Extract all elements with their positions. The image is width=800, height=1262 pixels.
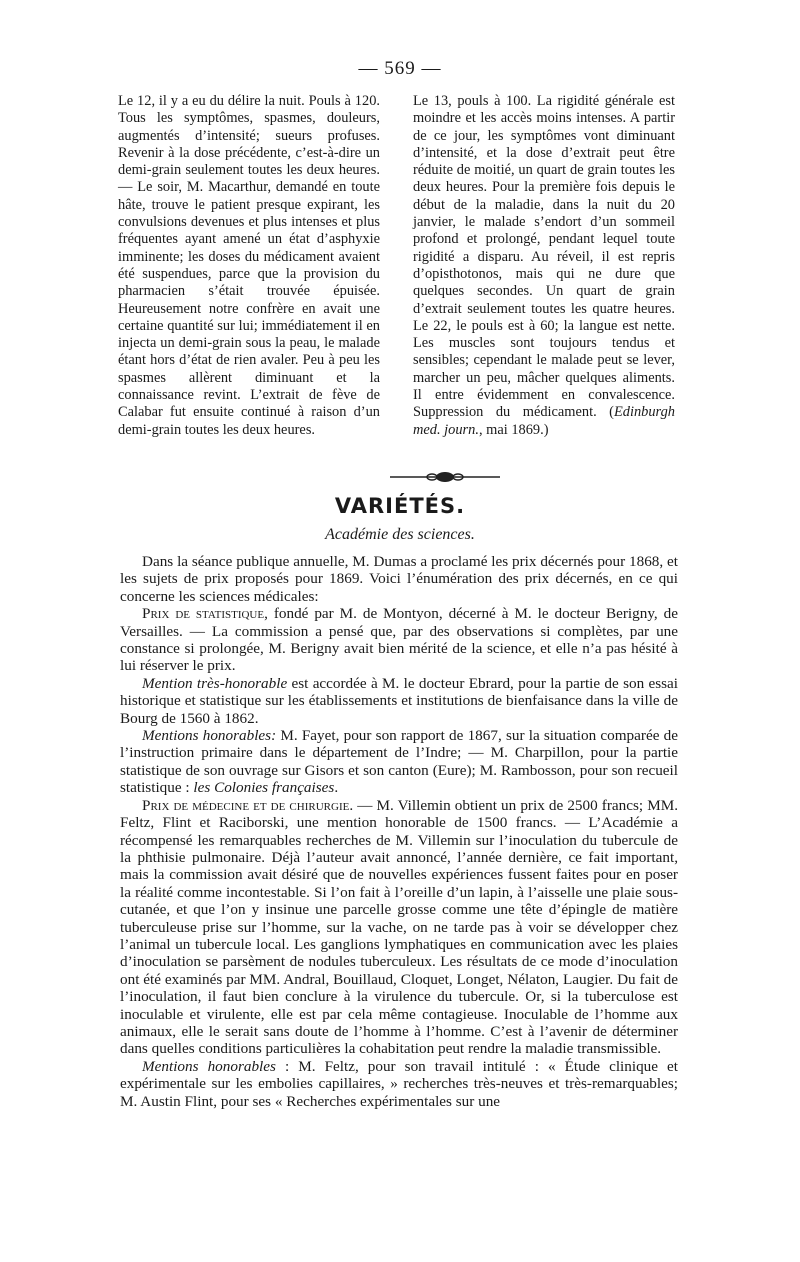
section-title: VARIÉTÉS.: [334, 494, 466, 518]
source-date: , mai 1869.): [478, 421, 549, 438]
honorable-mentions-end: .: [334, 779, 339, 797]
left-column: [118, 93, 380, 439]
honorable-mentions-heading: Mentions honorables:: [142, 727, 277, 745]
very-honorable-text: est accordée à M. le docteur Ebrard, pour la partie de son essai historique et statistique sur les établissements et institutions de bienfaisance dans la ville de Bourg de 1560 à 1862.: [120, 674, 679, 727]
paragraph-medicine-prize: [120, 797, 678, 1058]
medicine-prize-heading: Prix de médecine et de chirurgie: [142, 796, 350, 814]
paragraph-intro: Dans la séance publique annuelle, M. Dumas a proclamé les prix décernés pour 1868, et les sujets de prix proposés pour 1869. Voici l’énumération des prix décernés, en ce qui concerne les sciences médicales:: [120, 553, 678, 605]
ornament-divider: [390, 470, 500, 484]
paragraph-honorable-mentions-2: [120, 1058, 678, 1110]
colonies-title: les Colonies françaises: [193, 779, 335, 797]
right-column-body: Le 13, pouls à 100. La rigidité générale est moindre et les accès moins intenses. A partir de ce jour, les symptômes vont diminuant d’intensité, et la dose d’extrait peut être réduite de moitié, un quart de grain toutes les deux heures. Pour la première fois depuis le début de la maladie, dans la nuit du 20 janvier, le malade s’endort d’un sommeil profond et prolongé, pendant lequel toute rigidité a disparu. Au réveil, il est repris d’opisthotonos, mais qui ne dure que quelques secondes. Un quart de grain d’extrait seulement toutes les quatre heures. Le 22, le pouls est à 60; la langue est nette. Les muscles sont toujours tendus et sensibles; cependant le malade peut se lever, marcher un peu, mâcher quelques aliments. Il entre évidemment en convalescence. Suppression du médicament. (: [413, 93, 675, 421]
honorable-mentions-text: M. Fayet, pour son rapport de 1867, sur la situation comparée de l’instruction primaire dans le département de l’Indre; — M. Charpillon, pour la partie statistique de son ouvrage sur Gisors et son canton (Eure); M. Rambosson, pour son recueil statistique :: [120, 727, 678, 797]
honorable-mentions-2-text: : M. Feltz, pour son travail intitulé : « Étude clinique et expérimentale sur les embolies capillaires, » recherches très-neuves et très-remarquables; M. Austin Flint, pour ses « Recherches expérimentales sur une: [120, 1057, 679, 1110]
source-citation: Edinburgh med. journ.: [413, 404, 675, 438]
statistics-prize-text: , fondé par M. de Montyon, décerné à M. le docteur Berigny, de Versailles. — La commission a pensé que, par des observations si complètes, par une constance si prolongée, M. Berigny avait bien mérité de la science, et elle n’a pas hésité à lui réserver le prix.: [120, 605, 678, 675]
paragraph-statistics-prize: [120, 605, 678, 675]
medicine-prize-text: . — M. Villemin obtient un prix de 2500 francs; MM. Feltz, Flint et Raciborski, une mention honorable de 1500 francs. — L’Académie a récompensé les remarquables recherches de M. Villemin sur l’inoculation du tubercule de la phthisie pulmonaire. Déjà l’auteur avait annoncé, l’année dernière, ce fait important, mais la commission avait désiré que de nouvelles expériences fussent faites pour en poser la réalité comme incontestable. Si l’on fait à l’oreille d’un lapin, à l’aisselle une plaie sous-cutanée, et que l’on y insinue une parcelle grosse comme une tête d’épingle de matière tuberculeuse prise sur l’homme, sur la vache, on ne tarde pas à voir se développer chez l’animal un tubercule local. Les ganglions lymphatiques en communication avec les plaies d’inoculation se parsèment de nodules tuberculeux. Les résultats de ce mode d’inoculation ont été examinés par MM. Andral, Bouillaud, Cloquet, Longet, Nélaton, Laugier. Du fait de l’inoculation, il faut bien conclure à la virulence du tubercule. Or, si la tuberculose est inoculable et virulente, elle est par cela même contagieuse. Inoculable de l’homme aux animaux, elle le serait sans doute de l’homme à l’homme. C’est à l’avenir de déterminer dans quelles conditions particulières la cohabitation peut rendre la maladie transmissible.: [120, 796, 678, 1058]
section-subtitle: Académie des sciences.: [325, 526, 475, 543]
left-column-text: Le 12, il y a eu du délire la nuit. Pouls à 120. Tous les symptômes, spasmes, douleurs, augmentés d’intensité; sueurs profuses. Revenir à la dose précédente, c’est-à-dire un demi-grain seulement toutes les deux heures. — Le soir, M. Macarthur, demandé en toute hâte, trouve le patient presque expirant, les convulsions devenues et plus intenses et plus fréquentes ayant amené un état d’asphyxie imminente; les doses du médicament avaient été suspendues, parce que la provision du pharmacien s’était trouvée épuisée. Heureusement notre confrère en avait une certaine quantité sur lui; immédiatement il en injecta un demi-grain sous la peau, le malade étant hors d’état de rien avaler. Peu à peu les spasmes allèrent diminuant et la connaissance revint. L’extrait de fève de Calabar fut ensuite continué à raison d’un demi-grain toutes les deux heures.: [118, 93, 380, 438]
very-honorable-heading: Mention très-honorable: [142, 674, 288, 692]
statistics-prize-heading: Prix de statistique: [142, 605, 265, 623]
honorable-mentions-2-heading: Mentions honorables: [142, 1057, 276, 1075]
paragraph-very-honorable-mention: [120, 675, 678, 727]
article-body: [120, 553, 678, 1110]
paragraph-honorable-mentions: [120, 727, 678, 797]
right-column: [413, 93, 675, 439]
right-column-text: [413, 93, 675, 439]
page-number: — 569 —: [358, 58, 442, 79]
